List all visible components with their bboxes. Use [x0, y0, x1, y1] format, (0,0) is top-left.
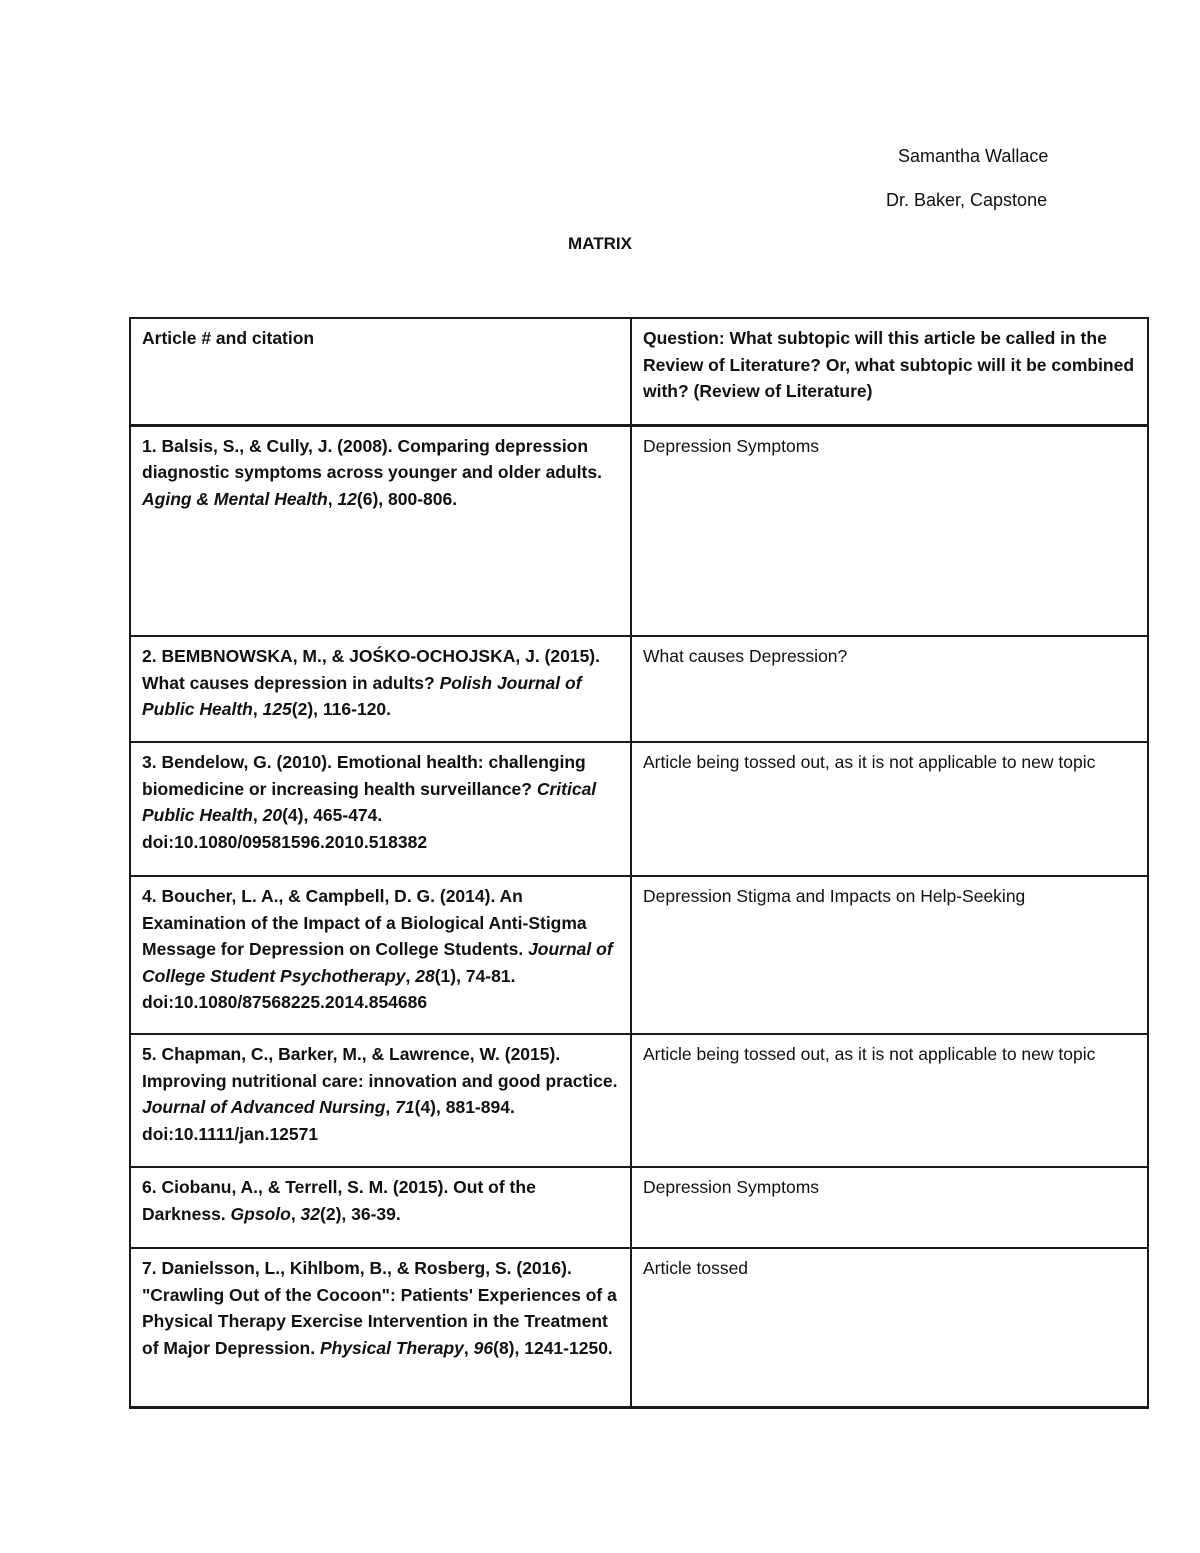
citation-text: 1. Balsis, S., & Cully, J. (2008). Comparing depression diagnostic symptoms across younger and older adults. [142, 435, 602, 482]
citation-cell [130, 1167, 631, 1248]
citation-text: 5. Chapman, C., Barker, M., & Lawrence, W. (2015). Improving nutritional care: innovation and good practice. [142, 1044, 618, 1091]
course-line: Dr. Baker, Capstone [886, 190, 1048, 210]
citation-pages: (6), 800-806. [356, 488, 458, 509]
journal-name: Aging & Mental Health [142, 488, 328, 509]
subtopic-cell: Article being tossed out, as it is not applicable to new topic [631, 1034, 1148, 1167]
citation-pages: (8), 1241-1250. [493, 1337, 613, 1358]
citation-separator: , [252, 699, 263, 719]
citation-separator: , [290, 1203, 301, 1224]
journal-volume: 96 [473, 1337, 494, 1358]
journal-volume: 20 [262, 805, 283, 825]
column-header-subtopic: Question: What subtopic will this article be called in the Review of Literature? Or, what subtopic will it be combined with? (Review of Literature) [631, 318, 1148, 425]
journal-name: Journal of Advanced Nursing [142, 1097, 386, 1117]
journal-name: Critical Public Health [142, 778, 597, 825]
table-header-row [130, 318, 1148, 425]
citation-text: 6. Ciobanu, A., & Terrell, S. M. (2015). Out of the Darkness. [142, 1177, 536, 1224]
citation-pages: (2), 116-120. [291, 699, 392, 719]
citation-separator: , [463, 1337, 474, 1358]
journal-volume: 71 [395, 1097, 415, 1117]
subtopic-cell: Depression Symptoms [631, 1167, 1148, 1248]
citation-separator: , [327, 488, 338, 509]
citation-cell [130, 425, 631, 636]
citation-pages: (4), 465-474. doi:10.1080/09581596.2010.518382 [142, 805, 428, 852]
journal-volume: 125 [262, 699, 292, 719]
subtopic-cell: Depression Stigma and Impacts on Help-Seeking [631, 876, 1148, 1034]
page-title: MATRIX [568, 234, 632, 253]
journal-name: Gpsolo [230, 1203, 291, 1224]
citation-separator: , [405, 965, 416, 986]
citation-pages: (4), 881-894. doi:10.1111/jan.12571 [142, 1097, 515, 1144]
citation-cell [130, 636, 631, 742]
subtopic-cell: Article tossed [631, 1248, 1148, 1407]
table-row [130, 425, 1148, 636]
journal-name: Polish Journal of Public Health [142, 672, 582, 719]
citation-cell [130, 1034, 631, 1167]
subtopic-cell: Article being tossed out, as it is not applicable to new topic [631, 742, 1148, 876]
journal-name: Physical Therapy [319, 1337, 464, 1358]
citation-pages: (1), 74-81. doi:10.1080/87568225.2014.854686 [142, 965, 516, 1012]
journal-volume: 32 [300, 1203, 321, 1224]
table-row [130, 1167, 1148, 1248]
citation-separator: , [385, 1097, 396, 1117]
citation-text: 4. Boucher, L. A., & Campbell, D. G. (2014). An Examination of the Impact of a Biological Anti-Stigma Message for Depression on College Students. [142, 886, 587, 959]
table-row [130, 636, 1148, 742]
subtopic-cell: What causes Depression? [631, 636, 1148, 742]
journal-name: Journal of College Student Psychotherapy [142, 939, 613, 986]
table-row [130, 876, 1148, 1034]
citation-cell [130, 876, 631, 1034]
subtopic-cell: Depression Symptoms [631, 425, 1148, 636]
citation-text: 3. Bendelow, G. (2010). Emotional health: challenging biomedicine or increasing health surveillance? [142, 752, 586, 799]
column-header-citation: Article # and citation [130, 318, 631, 425]
table-row [130, 1248, 1148, 1407]
literature-matrix-table [129, 317, 1149, 1409]
author-name: Samantha Wallace [898, 146, 1049, 166]
citation-text: 2. BEMBNOWSKA, M., & JOŚKO-OCHOJSKA, J. (2015). What causes depression in adults? [142, 646, 600, 693]
citation-text: 7. Danielsson, L., Kihlbom, B., & Rosberg, S. (2016). "Crawling Out of the Cocoon": Patients' Experiences of a Physical Therapy Exercise Intervention in the Treatment of Major Depression. [142, 1258, 617, 1358]
citation-pages: (2), 36-39. [320, 1203, 401, 1224]
table-row [130, 1034, 1148, 1167]
journal-volume: 28 [415, 965, 435, 986]
citation-cell [130, 1248, 631, 1407]
table-row [130, 742, 1148, 876]
citation-cell [130, 742, 631, 876]
citation-separator: , [252, 805, 263, 825]
journal-volume: 12 [337, 488, 357, 509]
